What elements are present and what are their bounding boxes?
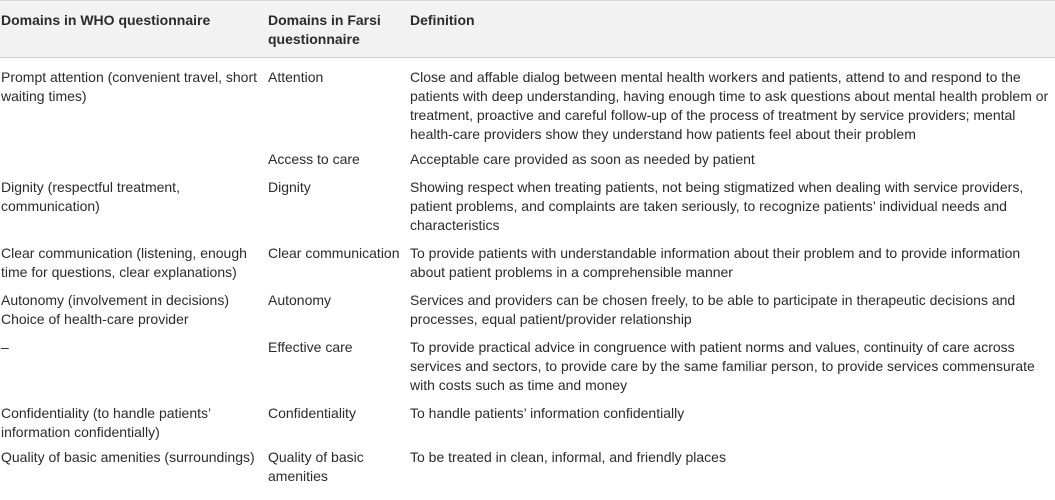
cell-farsi-domain: Quality of basic amenities: [268, 449, 364, 484]
cell-who-domain: Clear communication (listening, enough time for questions, clear explanations): [1, 245, 247, 280]
table-header: [0, 1, 1055, 58]
cell-definition: Close and affable dialog between mental health workers and patients, attend to and respond to the patients with deep understanding, having enough time to ask questions about mental health problem or treatment, proactive and careful follow-up of the process of treatment by service providers; mental health-care providers show they understand how patients feel about their problem: [410, 69, 1049, 142]
cell-definition: Acceptable care provided as soon as needed by patient: [410, 151, 755, 167]
cell-farsi-domain: Confidentiality: [268, 405, 356, 421]
cell-who-domain: [0, 150, 268, 175]
cell-who-domain: Quality of basic amenities (surroundings): [1, 449, 255, 465]
cell-who-domain: Prompt attention (convenient travel, short waiting times): [1, 69, 258, 104]
cell-definition: To be treated in clean, informal, and friendly places: [410, 449, 726, 465]
cell-farsi-domain: Attention: [268, 69, 324, 85]
cell-farsi-domain: Access to care: [268, 151, 360, 167]
header-who-domains: Domains in WHO questionnaire: [1, 12, 211, 28]
table-row: [0, 150, 1055, 175]
header-definition: Definition: [410, 12, 475, 28]
cell-definition: Showing respect when treating patients, not being stigmatized when dealing with service providers, patient problems, and complaints are taken seriously, to recognize patients’ individual needs and characteristics: [410, 179, 1024, 233]
table-row: [0, 175, 1055, 241]
cell-who-domain: Dignity (respectful treatment, communication): [1, 179, 180, 214]
cell-definition: To provide patients with understandable information about their problem and to provide information about patient problems in a comprehensible manner: [410, 245, 1021, 280]
table-row: [0, 448, 1055, 492]
cell-who-domain: –: [1, 339, 9, 355]
header-farsi-domains: Domains in Farsi questionnaire: [268, 12, 381, 47]
cell-who-domain: Autonomy (involvement in decisions) Choice of health-care provider: [1, 292, 229, 327]
table-body: [0, 58, 1055, 493]
cell-definition: To handle patients’ information confidentially: [410, 405, 685, 421]
table-row: [0, 288, 1055, 335]
table-row: [0, 58, 1055, 151]
cell-who-domain: Confidentiality (to handle patients’ information confidentially): [1, 405, 211, 440]
cell-farsi-domain: Clear communication: [268, 245, 400, 261]
cell-farsi-domain: Dignity: [268, 179, 311, 195]
cell-farsi-domain: Autonomy: [268, 292, 332, 308]
cell-farsi-domain: Effective care: [268, 339, 353, 355]
header-row: [0, 1, 1055, 58]
table-row: [0, 335, 1055, 401]
cell-definition: To provide practical advice in congruence with patient norms and values, continuity of care across services and sectors, to provide care by the same familiar person, to provide services commensurate with costs such as time and money: [410, 339, 1035, 393]
table-row: [0, 401, 1055, 448]
table-row: [0, 241, 1055, 288]
cell-definition: Services and providers can be chosen freely, to be able to participate in therapeutic decisions and processes, equal patient/provider relationship: [410, 292, 1016, 327]
